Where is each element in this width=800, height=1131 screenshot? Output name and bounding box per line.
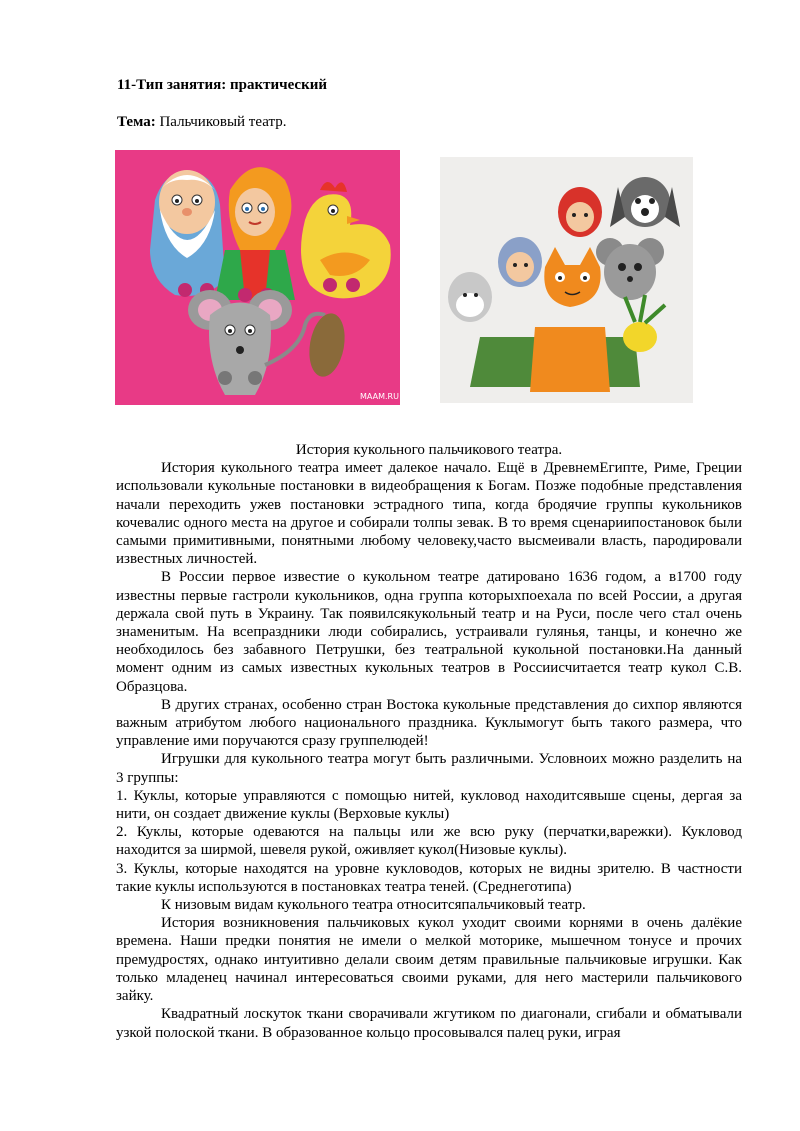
felt-finger-puppets-illustration xyxy=(115,150,400,405)
list-item: 1. Куклы, которые управляются с помощью нитей, кукловод находитсявыше сцены, дергая за нити, он создает движение куклы (Верховые куклы) xyxy=(116,787,742,823)
paragraph: Игрушки для кукольного театра могут быть различными. Условноих можно разделить на 3 группы: xyxy=(116,751,742,786)
watermark: MAAM.RU xyxy=(360,392,399,401)
list-item: 2. Куклы, которые одеваются на пальцы или же всю руку (перчатки,варежки). Кукловод находится за ширмой, шевеля рукой, оживляет кукол(Низовые куклы). xyxy=(116,824,742,859)
paragraph: Квадратный лоскуток ткани сворачивали жгутиком по диагонали, сгибали и обматывали узкой полоской ткани. В образованное кольцо просовывался палец руки, играя xyxy=(116,1006,742,1041)
paragraph: История кукольного театра имеет далекое начало. Ещё в ДревнемЕгипте, Риме, Греции использовали кукольные постановки в видеобращения к Богам. Позже подобные представления начали переходить ужев постановки эстрадного типа, когда бродячие группы кукольников кочевалис одного места на другое и собирали толпы зевак. В то время сценариипостановок были самыми примитивными, понятными любому человеку,часто высмеивали власть, пародировали известных личностей. xyxy=(116,460,742,568)
lesson-type-heading: 11-Тип занятия: практический xyxy=(117,77,328,93)
topic-value: Пальчиковый театр. xyxy=(155,114,287,130)
topic-line xyxy=(117,114,286,131)
glove-finger-puppets-photo xyxy=(440,157,693,403)
topic-label: Тема: xyxy=(117,114,156,130)
list-item: 3. Куклы, которые находятся на уровне кукловодов, которых не видны зрителю. В частности такие куклы используются в постановках театра теней. (Среднеготипа) xyxy=(116,860,742,895)
paragraph: К низовым видам кукольного театра относитсяпальчиковый театр. xyxy=(161,897,586,914)
article-body xyxy=(116,441,742,1042)
article-title: История кукольного пальчикового театра. xyxy=(295,442,563,458)
felt-finger-puppets-photo xyxy=(115,150,400,405)
paragraph: В России первое известие о кукольном театре датировано 1636 годом, а в1700 году известны первые гастроли кукольников, одна группа которыхпоехала по всей России, а другая держала свой путь в Украину. Так появилсякукольный театр и на Руси, после чего стал очень знаменитым. На всепраздники люди собирались, устраивали гулянья, танцы, и конечно же необходилось без забавного Петрушки, без театральной кукольной постановки.На данный момент одним из самых известных кукольных театров в Россиисчитается театр кукол С.В. Образцова. xyxy=(116,569,742,695)
glove-finger-puppets-illustration xyxy=(440,157,693,403)
paragraph: История возникновения пальчиковых кукол уходит своими корнями в очень далёкие времена. Наши предки понятия не имели о мелкой моторике, мышечном тонусе и прочих премудростях, однако интуитивно делали своим детям правильные пальчиковые игрушки. Как только младенец начинал интересоваться своими руками, для него мастерили пальчикового зайку. xyxy=(116,915,742,1005)
paragraph: В других странах, особенно стран Востока кукольные представления до сихпор являются важным атрибутом любого национального праздника. Куклымогут быть такого размера, что управление ими поручаются сразу группелюдей! xyxy=(116,696,742,750)
